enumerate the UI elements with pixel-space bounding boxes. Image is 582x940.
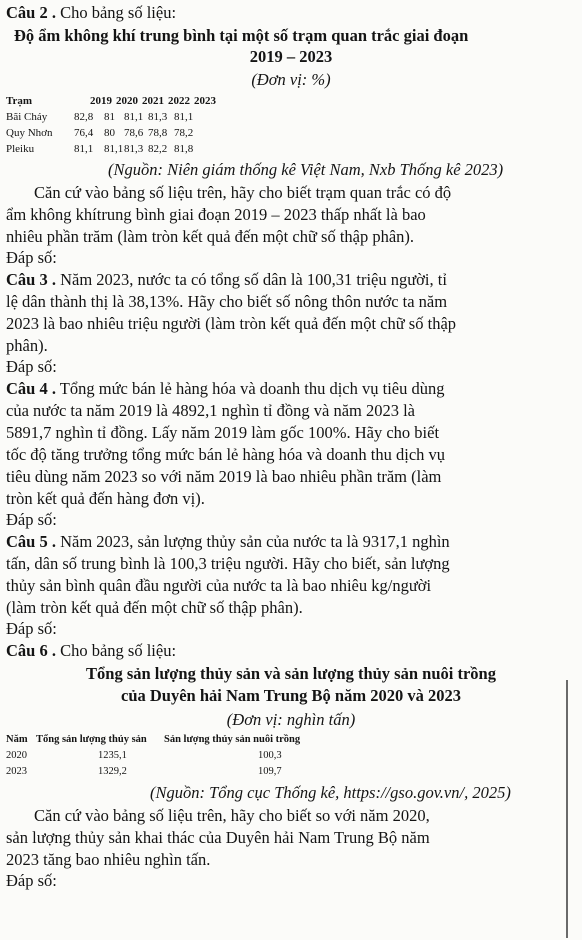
- q5-answer-label: Đáp số:: [6, 619, 57, 638]
- q4-text: Tổng mức bán lẻ hàng hóa và doanh thu dịch vụ tiêu dùng: [55, 379, 445, 398]
- q2-table-title-line1: Độ ẩm không khí trung bình tại một số trạm quan trắc giai đoạn: [14, 26, 469, 45]
- table-cell: 81,8: [174, 143, 194, 155]
- table-cell: 1235,1: [98, 750, 127, 761]
- table-row: [6, 126, 246, 140]
- table-cell: 81,1: [124, 111, 144, 123]
- q2-col-2023: 2023: [194, 95, 216, 107]
- table-cell: 81,1: [74, 143, 94, 155]
- q6-heading: [6, 641, 176, 661]
- q2-col-2020: 2020: [116, 95, 138, 107]
- table-cell: 81,1: [104, 143, 124, 155]
- q4-line: [6, 379, 444, 399]
- q6-body-line: Căn cứ vào bảng số liệu trên, hãy cho biết so với năm 2020,: [34, 806, 430, 825]
- q6-number: Câu 6 .: [6, 641, 56, 660]
- q2-body-line: ẩm không khítrung bình giai đoạn 2019 – 2023 thấp nhất là bao: [6, 205, 426, 224]
- q6-table-title-line1: Tổng sản lượng thủy sản và sản lượng thủy sản nuôi trồng: [86, 664, 496, 683]
- q4-line: của nước ta năm 2019 là 4892,1 nghìn tỉ đồng và năm 2023 là: [6, 401, 416, 420]
- q3-line: [6, 270, 447, 290]
- q3-text: Năm 2023, nước ta có tổng số dân là 100,31 triệu người, tỉ: [55, 270, 447, 289]
- q6-source: (Nguồn: Tổng cục Thống kê, https://gso.gov.vn/, 2025): [150, 783, 511, 802]
- q3-line: 2023 là bao nhiêu triệu người (làm tròn kết quả đến một chữ số thập: [6, 314, 457, 333]
- table-cell: 82,8: [74, 111, 94, 123]
- q4-number: Câu 4 .: [6, 379, 56, 398]
- table-row: [6, 142, 246, 156]
- table-cell: 81,3: [124, 143, 144, 155]
- q2-col-2022: 2022: [168, 95, 190, 107]
- table-cell: 82,2: [148, 143, 168, 155]
- station-name: Bãi Cháy: [6, 111, 48, 123]
- q4-answer-label: Đáp số:: [6, 510, 57, 529]
- q2-col-station: Trạm: [6, 95, 33, 107]
- q2-answer-label: Đáp số:: [6, 248, 57, 267]
- table-cell: 100,3: [258, 750, 282, 761]
- table-cell: 2020: [6, 750, 27, 761]
- q5-line: [6, 532, 450, 552]
- q3-line: phân).: [6, 336, 48, 355]
- q4-line: tiêu dùng năm 2023 so với năm 2019 là bao nhiêu phần trăm (làm: [6, 467, 442, 486]
- q2-number: Câu 2 .: [6, 3, 56, 22]
- table-cell: 109,7: [258, 766, 282, 777]
- q2-unit: (Đơn vị: %): [251, 70, 331, 89]
- q2-heading-text: Cho bảng số liệu:: [55, 3, 177, 22]
- q4-line: tốc độ tăng trưởng tổng mức bán lẻ hàng hóa và doanh thu dịch vụ: [6, 445, 446, 464]
- table-cell: 80: [104, 127, 115, 139]
- q2-col-2021: 2021: [142, 95, 164, 107]
- q4-line: tròn kết quả đến hàng đơn vị).: [6, 489, 205, 508]
- table-row: [6, 110, 246, 124]
- q2-table-title-line2: 2019 – 2023: [249, 47, 333, 66]
- q5-text: Năm 2023, sản lượng thủy sản của nước ta là 9317,1 nghìn: [55, 532, 450, 551]
- q6-unit: (Đơn vị: nghìn tấn): [226, 710, 356, 729]
- q4-line: 5891,7 nghìn tỉ đồng. Lấy năm 2019 làm gốc 100%. Hãy cho biết: [6, 423, 440, 442]
- table-cell: 78,8: [148, 127, 168, 139]
- q6-table-header: [6, 733, 366, 747]
- q3-number: Câu 3 .: [6, 270, 56, 289]
- table-cell: 81: [104, 111, 115, 123]
- q2-col-2019: 2019: [90, 95, 112, 107]
- table-cell: 76,4: [74, 127, 94, 139]
- q6-body-line: 2023 tăng bao nhiêu nghìn tấn.: [6, 850, 211, 869]
- station-name: Pleiku: [6, 143, 35, 155]
- q6-answer-label: Đáp số:: [6, 871, 57, 890]
- station-name: Quy Nhơn: [6, 127, 53, 139]
- q2-table-header: [6, 94, 246, 108]
- q3-answer-label: Đáp số:: [6, 357, 57, 376]
- q6-col-aquaculture: Sản lượng thủy sản nuôi trồng: [164, 734, 301, 745]
- q5-number: Câu 5 .: [6, 532, 56, 551]
- q2-body-line: nhiêu phần trăm (làm tròn kết quả đến một chữ số thập phân).: [6, 227, 415, 246]
- q5-line: thủy sản bình quân đầu người của nước ta là bao nhiêu kg/người: [6, 576, 432, 595]
- q6-body-line: sản lượng thủy sản khai thác của Duyên hải Nam Trung Bộ năm: [6, 828, 430, 847]
- table-cell: 78,6: [124, 127, 144, 139]
- table-cell: 81,1: [174, 111, 194, 123]
- q6-heading-text: Cho bảng số liệu:: [55, 641, 177, 660]
- table-row: [6, 749, 366, 763]
- q6-col-year: Năm: [6, 734, 28, 745]
- table-cell: 81,3: [148, 111, 168, 123]
- table-cell: 2023: [6, 766, 27, 777]
- q6-col-total: Tổng sản lượng thủy sản: [36, 734, 147, 745]
- q3-line: lệ dân thành thị là 38,13%. Hãy cho biết số nông thôn nước ta năm: [6, 292, 448, 311]
- page-edge-divider: [566, 680, 568, 938]
- q2-body-line: Căn cứ vào bảng số liệu trên, hãy cho biết trạm quan trắc có độ: [34, 183, 452, 202]
- table-row: [6, 765, 366, 779]
- table-cell: 1329,2: [98, 766, 127, 777]
- q5-line: tấn, dân số trung bình là 100,3 triệu người. Hãy cho biết, sản lượng: [6, 554, 450, 573]
- q5-line: (làm tròn kết quả đến một chữ số thập phân).: [6, 598, 303, 617]
- q2-source: (Nguồn: Niên giám thống kê Việt Nam, Nxb Thống kê 2023): [108, 160, 504, 179]
- table-cell: 78,2: [174, 127, 194, 139]
- q2-heading: [6, 3, 176, 23]
- q6-table-title-line2: của Duyên hải Nam Trung Bộ năm 2020 và 2023: [121, 686, 461, 705]
